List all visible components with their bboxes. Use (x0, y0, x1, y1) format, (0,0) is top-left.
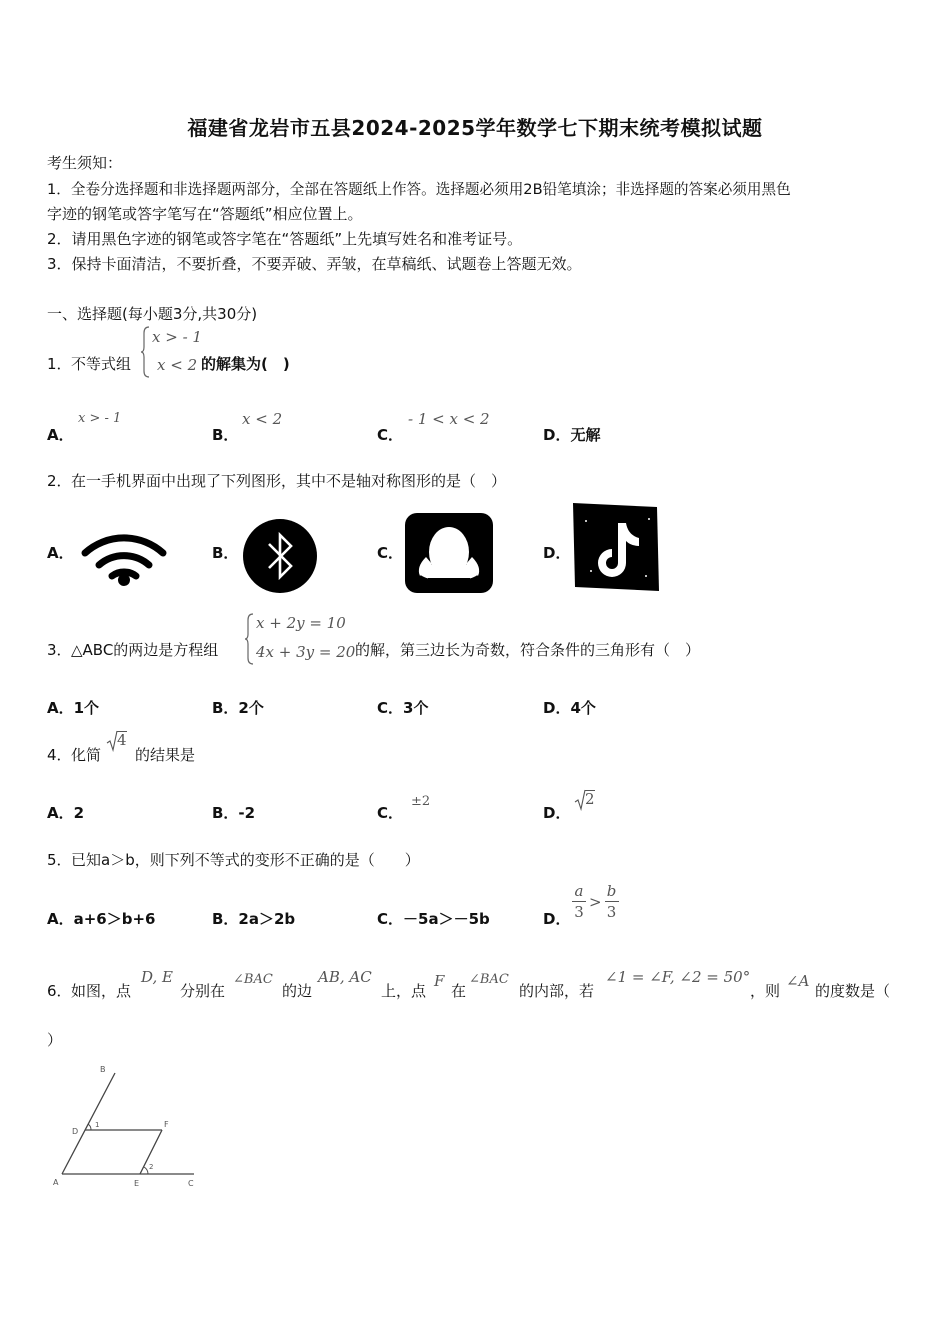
q5-option-d-denominator-right: 3 (606, 903, 617, 921)
angle-2-arc (144, 1167, 148, 1174)
q1-number: 1． (47, 355, 72, 373)
q4-option-a: A．2 (47, 804, 85, 822)
q5-option-d-fraction-right (605, 882, 619, 921)
q3-prefix: △ABC的两边是方程组 (71, 641, 219, 659)
notice-item-3: 3．保持卡面清洁，不要折叠，不要弄破、弄皱，在草稿纸、试题卷上答题无效。 (47, 255, 582, 273)
q1-option-a-math: x > - 1 (78, 411, 122, 426)
label-f: F (164, 1120, 169, 1129)
q1-inequality-2: x < 2 (157, 356, 198, 374)
q4-option-c-label: C． (377, 804, 404, 822)
q5-text: 已知a＞b，则下列不等式的变形不正确的是（ ） (71, 851, 420, 869)
q6-text-closing: ） (47, 1031, 63, 1049)
q3-suffix: 的解，第三边长为奇数，符合条件的三角形有（ ） (355, 641, 701, 659)
q6-text-8: 的度数是（ (815, 982, 891, 1000)
q1-option-d: D．无解 (543, 426, 601, 444)
page-title: 福建省龙岩市五县2024-2025学年数学七下期末统考模拟试题 (187, 116, 763, 140)
q2-option-b-label: B． (212, 544, 239, 562)
q3-number: 3． (47, 641, 72, 659)
q6-math-angle-a: ∠A (786, 972, 810, 990)
q5-option-d-numerator-b: b (606, 882, 617, 900)
q3-equation-1: x + 2y = 10 (256, 614, 346, 632)
q2-text: 在一手机界面中出现了下列图形，其中不是轴对称图形的是（ ） (71, 472, 507, 490)
q3-option-b: B．2个 (212, 699, 264, 717)
q6-text-4: 上，点 (381, 982, 427, 1000)
q3-option-c: C．3个 (377, 699, 429, 717)
line-ab (62, 1073, 115, 1174)
notice-item-1-line-2: 字迹的钢笔或答字笔写在“答题纸”相应位置上。 (47, 205, 363, 223)
q6-text-7: ，则 (750, 982, 781, 1000)
q6-math-angle-bac-2: ∠BAC (469, 972, 509, 987)
q5-option-a: A．a+6＞b+6 (47, 910, 156, 928)
label-e: E (134, 1179, 140, 1188)
q4-option-d-radicand: 2 (585, 790, 595, 808)
q6-text-2: 分别在 (180, 982, 226, 1000)
q1-option-b-math: x < 2 (242, 410, 283, 428)
q5-option-d-operator: > (589, 892, 602, 911)
q5-option-d-numerator-a: a (574, 882, 584, 900)
q2-option-c-label: C． (377, 544, 404, 562)
angle-1-arc (88, 1124, 91, 1130)
label-a: A (53, 1178, 59, 1187)
q3-equation-2: 4x + 3y = 20 (256, 643, 356, 661)
q1-option-b-label: B． (212, 426, 239, 444)
q2-number: 2． (47, 472, 72, 490)
q6-text-1: 如图，点 (71, 982, 132, 1000)
q1-inequality-1: x > - 1 (152, 328, 202, 346)
q5-option-d-denominator-left: 3 (574, 903, 584, 921)
qq-penguin-icon (404, 512, 494, 594)
q3-option-d: D．4个 (543, 699, 596, 717)
q6-text-3: 的边 (282, 982, 313, 1000)
q6-math-angle-bac: ∠BAC (233, 972, 273, 987)
wifi-icon (80, 527, 168, 589)
q2-option-d-label: D． (543, 544, 571, 562)
q6-math-points-de: D, E (141, 968, 173, 986)
label-d: D (72, 1127, 79, 1136)
q6-geometry-figure (45, 1057, 210, 1192)
tiktok-icon (571, 501, 661, 593)
q4-option-d-label: D． (543, 804, 571, 822)
q5-option-d-fraction-left (572, 882, 586, 921)
q1-option-c-math: - 1 < x < 2 (408, 410, 490, 428)
notice-item-1-line-1: 1．全卷分选择题和非选择题两部分，全部在答题纸上作答。选择题必须用2B铅笔填涂；非选择题的答案必须用黑色 (47, 181, 791, 198)
label-angle-2: 2 (149, 1163, 154, 1171)
section-heading: 一、选择题(每小题3分,共30分) (47, 305, 258, 323)
q3-brace (245, 612, 255, 666)
q5-option-b: B．2a＞2b (212, 910, 296, 928)
q1-option-c-label: C． (377, 426, 404, 444)
q4-suffix: 的结果是 (135, 746, 196, 764)
q2-option-a-label: A． (47, 544, 74, 562)
q6-math-point-f: F (434, 972, 445, 990)
q1-suffix: 的解集为( ) (201, 355, 290, 373)
q1-brace (141, 325, 151, 379)
q1-prefix: 不等式组 (71, 355, 132, 373)
bluetooth-icon (241, 517, 319, 595)
q5-option-d-label: D． (543, 910, 571, 928)
q4-number: 4． (47, 746, 72, 764)
q1-option-a-label: A． (47, 426, 74, 444)
q5-option-d-expression (572, 882, 619, 921)
q3-option-a: A．1个 (47, 699, 100, 717)
q6-text-5: 在 (451, 982, 467, 1000)
q5-option-c: C．－5a＞－5b (377, 910, 490, 928)
notice-heading: 考生须知： (47, 154, 123, 172)
label-b: B (100, 1065, 106, 1074)
q6-text-6: 的内部，若 (519, 982, 595, 1000)
q4-prefix: 化简 (71, 746, 102, 764)
q4-option-b: B．-2 (212, 804, 256, 822)
label-c: C (188, 1179, 194, 1188)
label-angle-1: 1 (95, 1121, 100, 1129)
q6-math-angles: ∠1 = ∠F, ∠2 = 50° (605, 968, 751, 986)
q4-radicand: 4 (117, 731, 127, 749)
q5-number: 5． (47, 851, 72, 869)
q6-math-sides: AB, AC (318, 968, 372, 986)
q6-number: 6． (47, 982, 72, 1000)
notice-item-2: 2．请用黑色字迹的钢笔或答字笔在“答题纸”上先填写姓名和准考证号。 (47, 230, 523, 248)
q4-option-c-math: ±2 (411, 794, 431, 809)
